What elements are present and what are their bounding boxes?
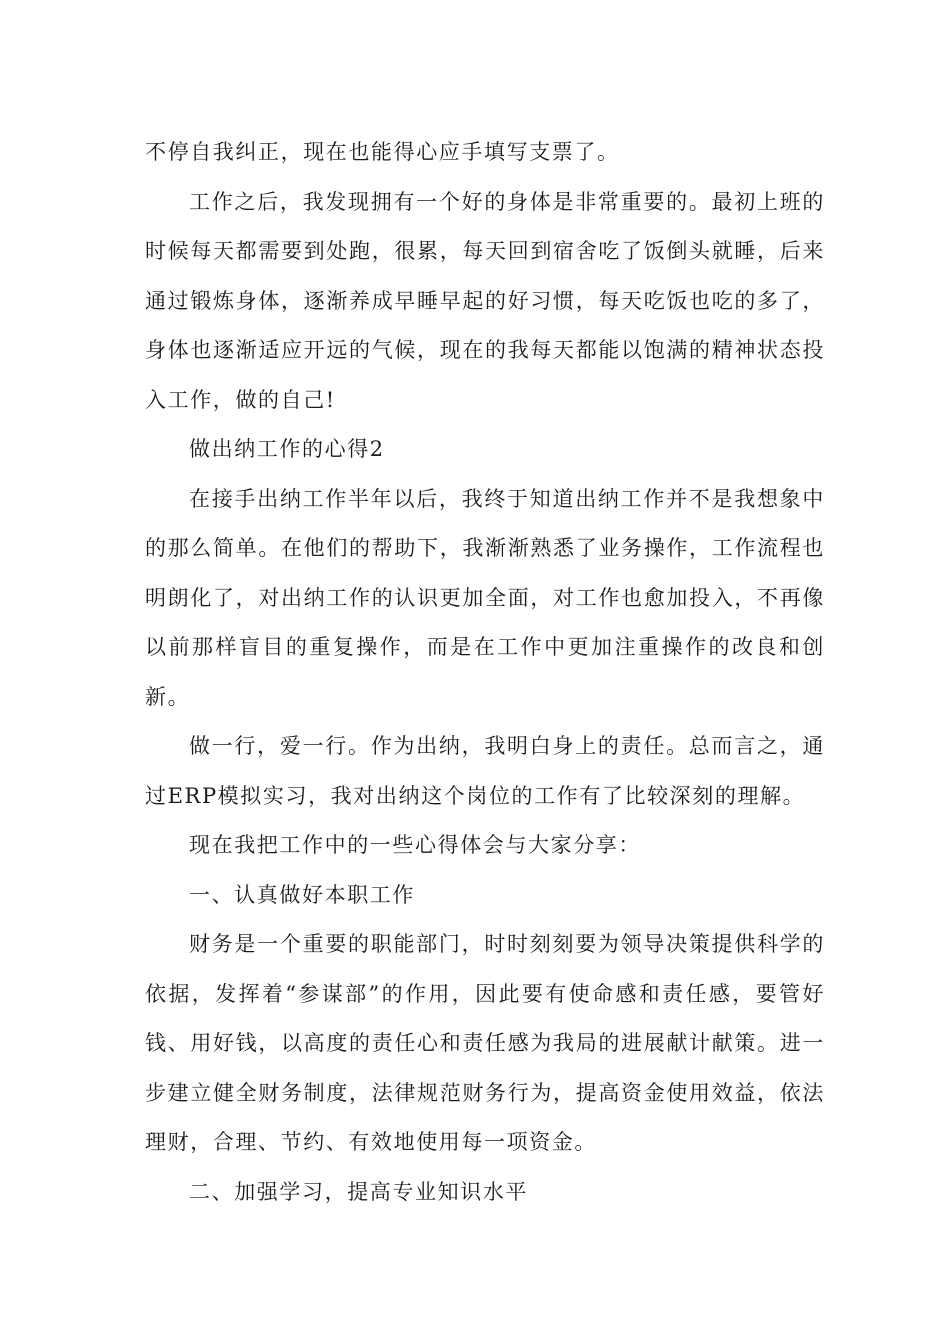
paragraph-5: 现在我把工作中的一些心得体会与大家分享： <box>189 833 641 857</box>
subheading-2: 二、加强学习，提高专业知识水平 <box>189 1179 528 1204</box>
paragraph-2: 工作之后，我发现拥有一个好的身体是非常重要的。最初上班的时候每天都需要到处跑，很累，每天回到宿舍吃了饭倒头就睡，后来通过锻炼身体，逐渐养成早睡早起的好习惯，每天吃饭也吃的多了，身体也逐渐适应开远的气候，现在的我每天都能以饱满的精神状态投入工作，做的自己! <box>145 189 825 412</box>
paragraph-6: 财务是一个重要的职能部门，时时刻刻要为领导决策提供科学的依据，发挥着“参谋部”的作用，因此要有使命感和责任感，要管好钱、用好钱，以高度的责任心和责任感为我局的进展献计献策。进一步建立健全财务制度，法律规范财务行为，提高资金使用效益，依法理财，合理、节约、有效地使用每一项资金。 <box>145 932 825 1154</box>
paragraph-3: 在接手出纳工作半年以后，我终于知道出纳工作并不是我想象中的那么简单。在他们的帮助下，我渐渐熟悉了业务操作，工作流程也明朗化了，对出纳工作的认识更加全面，对工作也愈加投入，不再像以前那样盲目的重复操作，而是在工作中更加注重操作的改良和创新。 <box>145 486 825 709</box>
section-heading: 做出纳工作的心得2 <box>189 437 385 461</box>
subheading-1: 一、认真做好本职工作 <box>189 882 415 907</box>
document-body <box>145 128 825 1217</box>
paragraph-4: 做一行，爱一行。作为出纳，我明白身上的责任。总而言之，通过ERP模拟实习，我对出纳这个岗位的工作有了比较深刻的理解。 <box>145 734 825 808</box>
paragraph-1: 不停自我纠正，现在也能得心应手填写支票了。 <box>145 140 620 164</box>
